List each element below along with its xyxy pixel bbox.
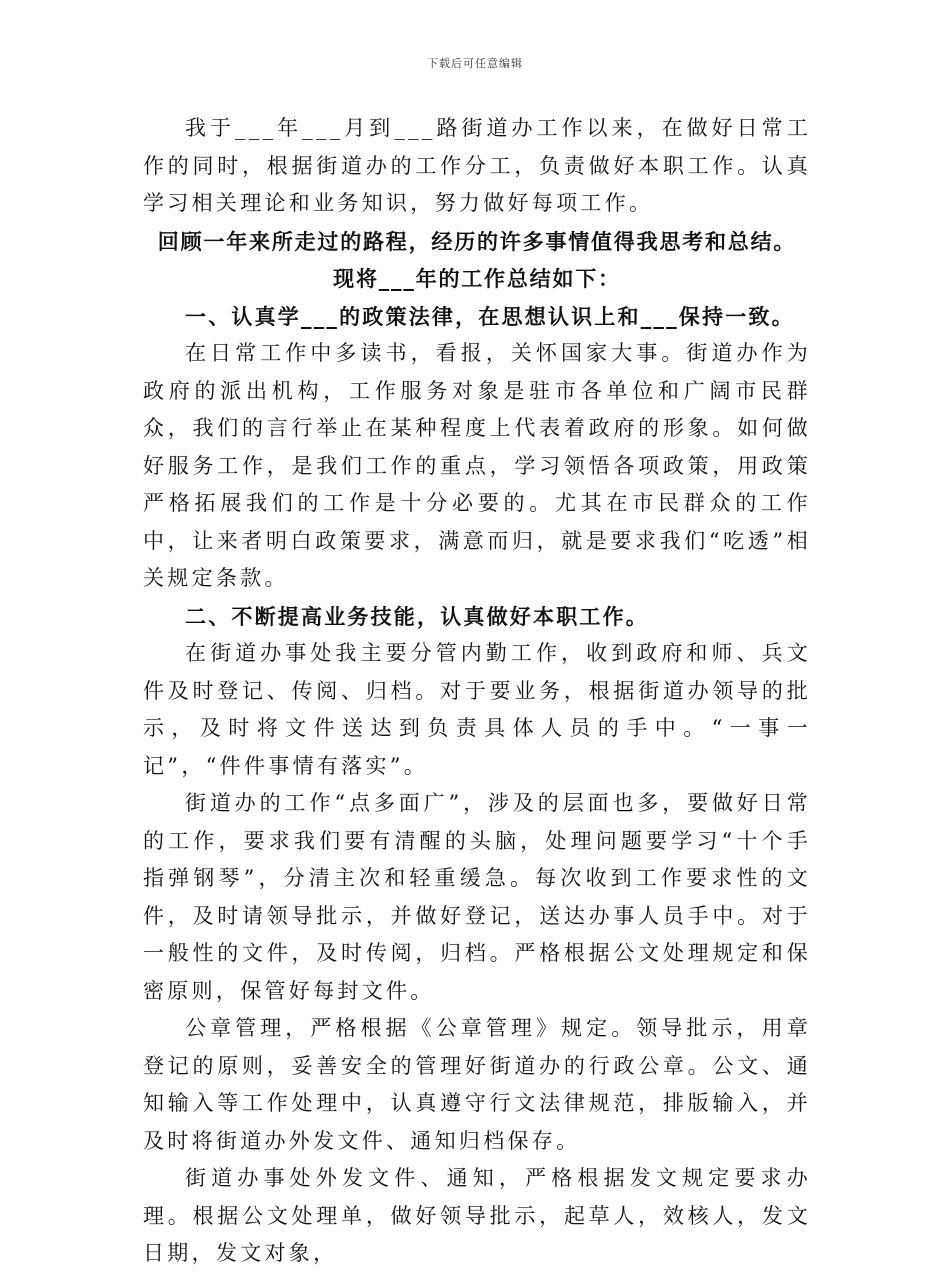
review-line-2: 现将___年的工作总结如下：	[333, 266, 621, 291]
document-body	[143, 110, 811, 1273]
section-2-paragraph-2: 街道办的工作“点多面广”，涉及的层面也多，要做好日常的工作，要求我们要有清醒的头脑，处理问题要学习“十个手指弹钢琴”，分清主次和轻重缓急。每次收到工作要求性的文件，及时请领导批示，并做好登记，送达办事人员手中。对于一般性的文件，及时传阅，归档。严格根据公文处理规定和保密原则，保管好每封文件。	[143, 791, 811, 1003]
section-2-paragraph-1: 在街道办事处我主要分管内勤工作，收到政府和师、兵文件及时登记、传阅、归档。对于要业务，根据街道办领导的批示，及时将文件送达到负责具体人员的手中。“一事一记”，“件件事情有落实”。	[143, 641, 811, 778]
section-2-paragraph-4: 街道办事处外发文件、通知，严格根据发文规定要求办理。根据公文处理单，做好领导批示，起草人，效核人，发文日期，发文对象，	[143, 1166, 811, 1265]
section-2-paragraph-3: 公章管理，严格根据《公章管理》规定。领导批示，用章登记的原则，妥善安全的管理好街道办的行政公章。公文、通知输入等工作处理中，认真遵守行文法律规范，排版输入，并及时将街道办外发文件、通知归档保存。	[143, 1016, 811, 1153]
intro-paragraph: 我于___年___月到___路街道办工作以来，在做好日常工作的同时，根据街道办的工作分工，负责做好本职工作。认真学习相关理论和业务知识，努力做好每项工作。	[143, 116, 811, 215]
section-1-paragraph: 在日常工作中多读书，看报，关怀国家大事。街道办作为政府的派出机构，工作服务对象是驻市各单位和广阔市民群众，我们的言行举止在某种程度上代表着政府的形象。如何做好服务工作，是我们工作的重点，学习领悟各项政策，用政策严格拓展我们的工作是十分必要的。尤其在市民群众的工作中，让来者明白政策要求，满意而归，就是要求我们“吃透”相关规定条款。	[143, 341, 811, 590]
section-heading-1: 一、认真学___的政策法律，在思想认识上和___保持一致。	[185, 303, 795, 329]
section-heading-2: 二、不断提高业务技能，认真做好本职工作。	[185, 603, 649, 629]
review-line-1: 回顾一年来所走过的路程，经历的许多事情值得我思考和总结。	[157, 228, 797, 254]
page-header: 下载后可任意编辑	[427, 57, 523, 70]
